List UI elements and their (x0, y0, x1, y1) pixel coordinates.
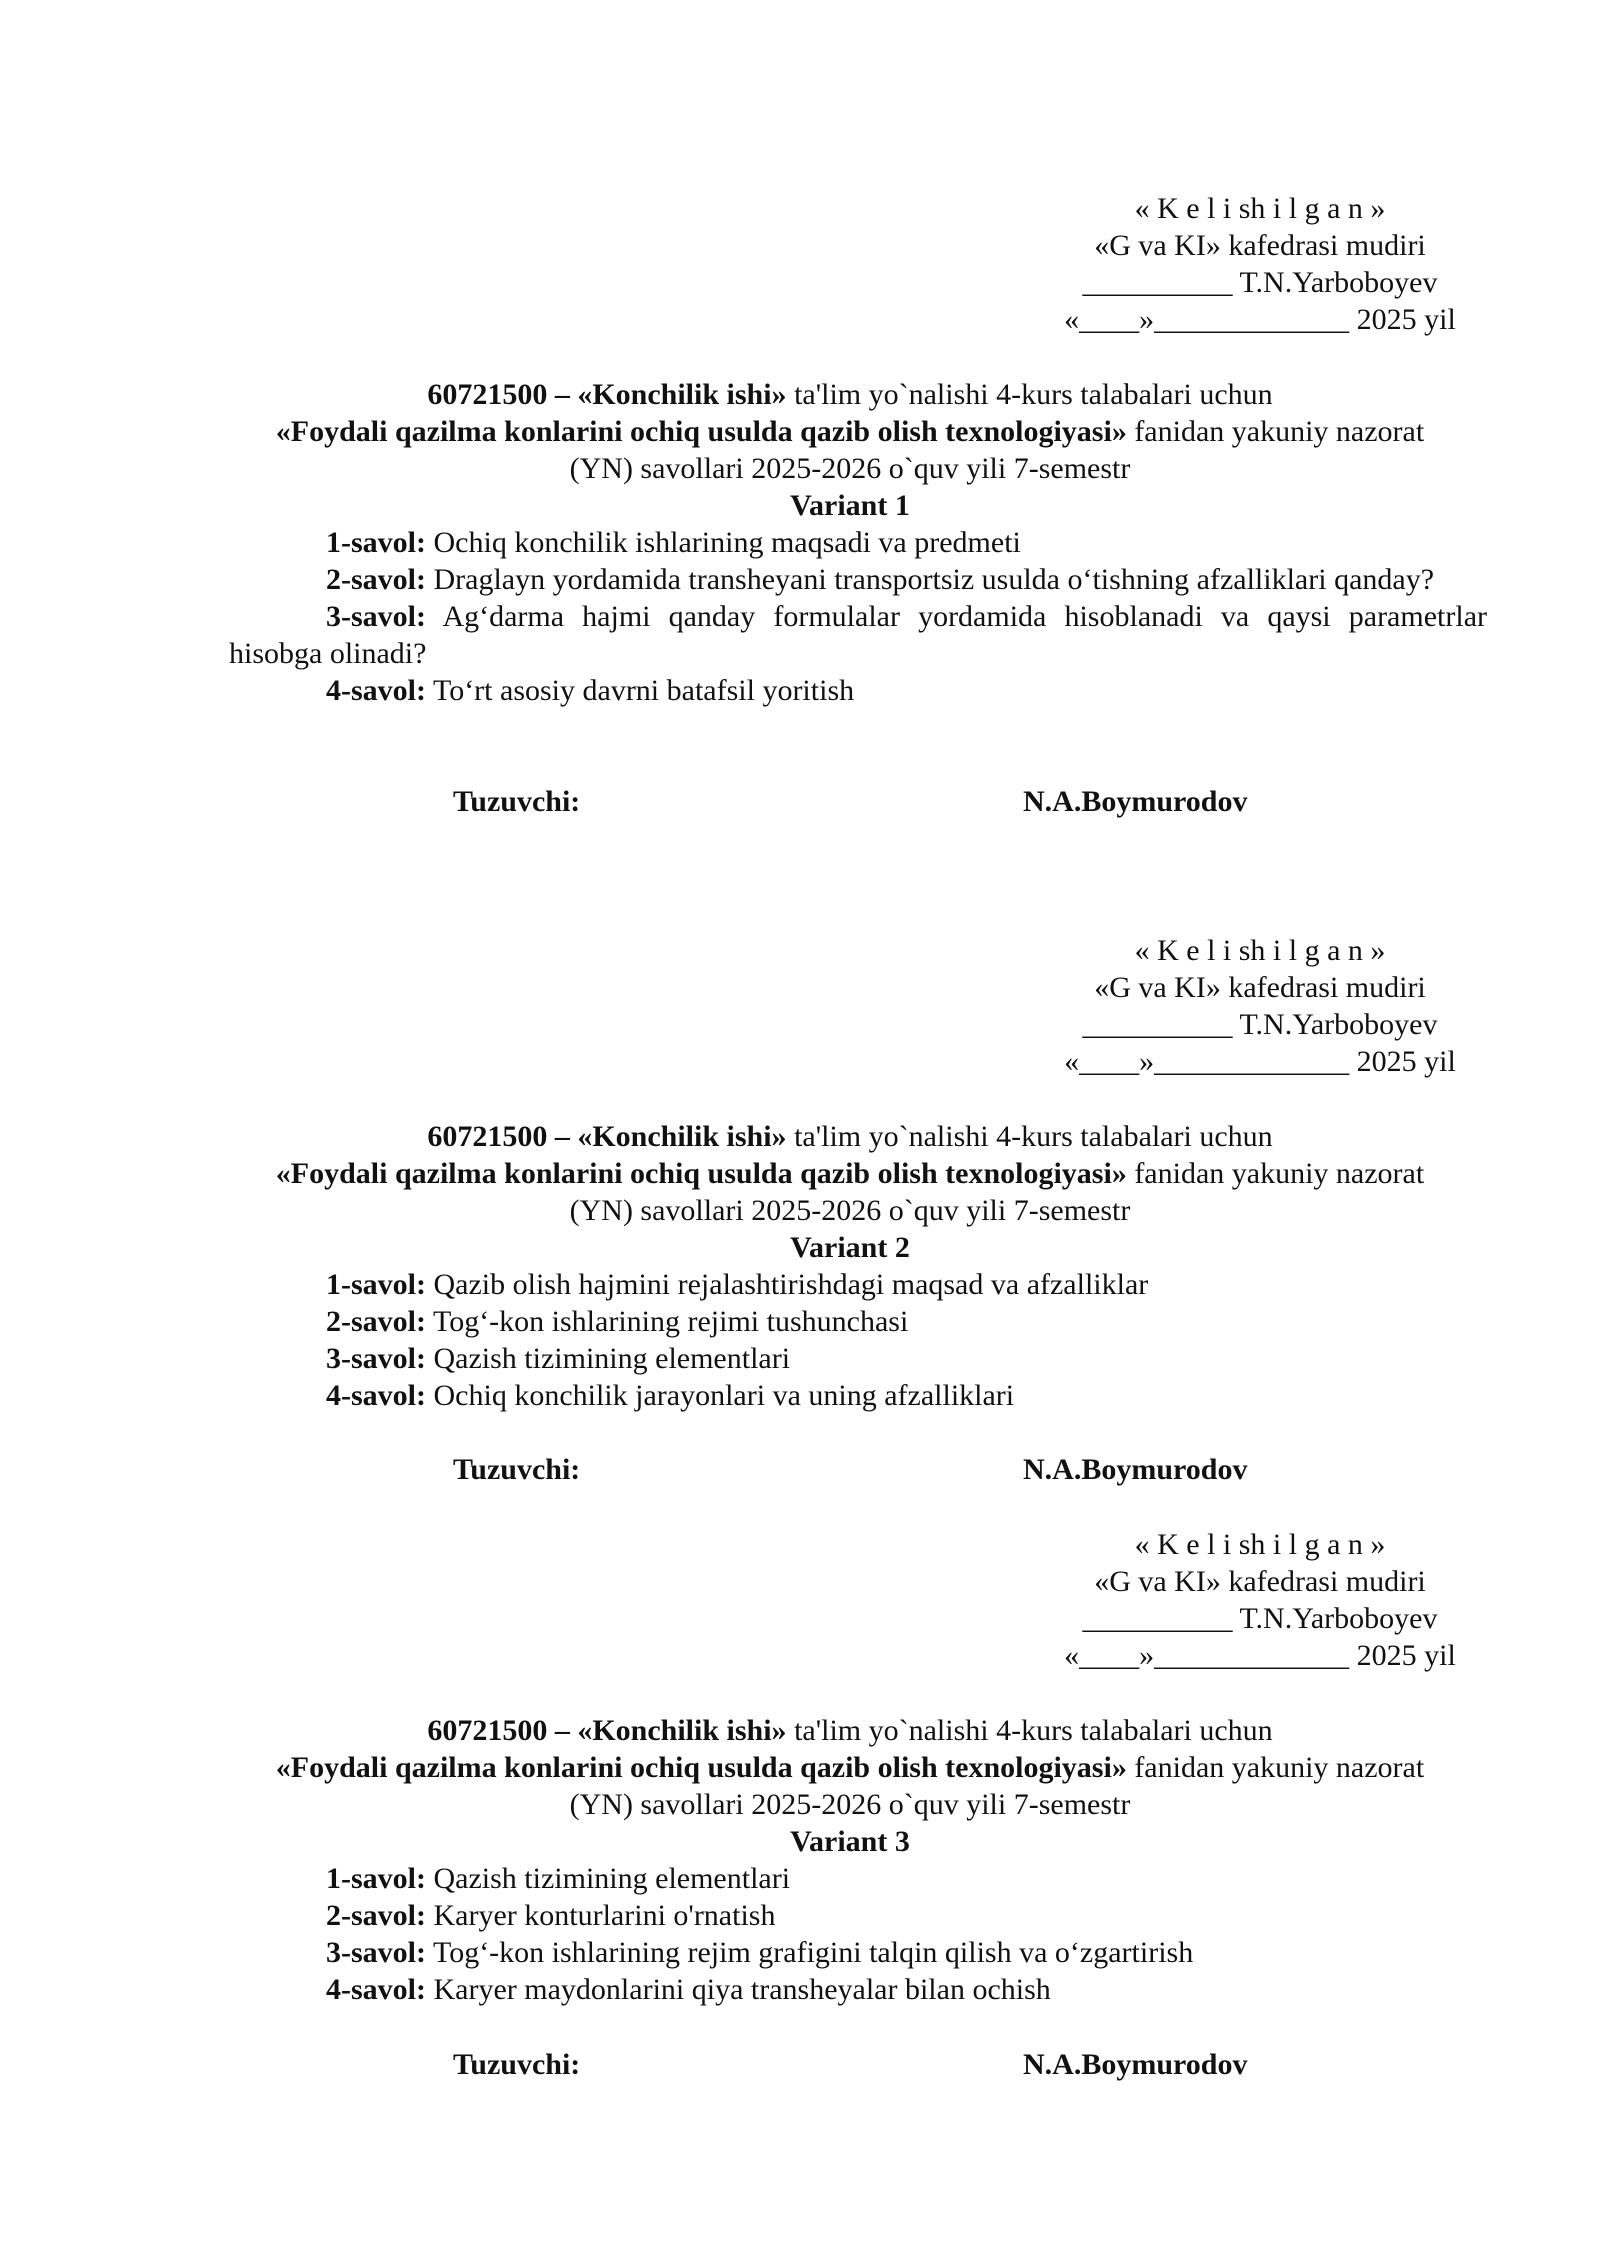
approval-date: «____»_____________ 2025 yil (1064, 303, 1456, 336)
question-text: Karyer maydonlarini qiya transheyalar bilan ochish (426, 1973, 1051, 2006)
question-text: Tog‘-kon ishlarining rejim grafigini talqin qilish va o‘zgartirish (426, 1936, 1194, 1969)
author-label: Tuzuvchi: (453, 785, 581, 818)
question-text: Qazish tizimining elementlari (426, 1342, 791, 1375)
question-text: Ochiq konchilik ishlarining maqsadi va predmeti (426, 526, 1021, 559)
heading-line-2 (200, 1155, 1500, 1192)
approval-title: « K e l i sh i l g a n » (1134, 934, 1386, 967)
question-label: 2-savol: (326, 563, 426, 596)
approval-signer: __________ T.N.Yarboboyev (1082, 266, 1438, 299)
heading-line-3: (YN) savollari 2025-2026 o`quv yili 7-semestr (569, 452, 1131, 485)
question-4 (229, 672, 1487, 709)
author-label: Tuzuvchi: (453, 2048, 581, 2081)
question-list (229, 524, 1487, 709)
question-text: Ag‘darma hajmi qanday formulalar yordamida hisoblanadi va qaysi parametrlar hisobga olinadi? (229, 600, 1487, 670)
question-3 (229, 1934, 1487, 1971)
question-list (229, 1266, 1487, 1414)
heading-line-3: (YN) savollari 2025-2026 o`quv yili 7-semestr (569, 1788, 1131, 1821)
question-label: 1-savol: (326, 526, 426, 559)
heading-line-1-rest: ta'lim yo`nalishi 4-kurs talabalari uchun (786, 378, 1273, 411)
question-3 (229, 598, 1487, 672)
question-text: Tog‘-kon ishlarining rejimi tushunchasi (426, 1305, 909, 1338)
heading-line-1-rest: ta'lim yo`nalishi 4-kurs talabalari uchun (786, 1714, 1273, 1747)
approval-dept-head: «G va KI» kafedrasi mudiri (1094, 229, 1426, 262)
question-label: 3-savol: (326, 1342, 426, 1375)
subject-name: «Foydali qazilma konlarini ochiq usulda qazib olish texnologiyasi» (275, 415, 1127, 448)
heading-line-2-rest: fanidan yakuniy nazorat (1126, 1751, 1425, 1784)
question-text: Qazish tizimining elementlari (426, 1862, 791, 1895)
question-label: 1-savol: (326, 1268, 426, 1301)
question-1 (229, 1860, 1487, 1897)
variant-title: Variant 2 (790, 1231, 910, 1264)
question-1 (229, 524, 1487, 561)
approval-title: « K e l i sh i l g a n » (1134, 192, 1386, 225)
heading-line-1 (200, 376, 1500, 413)
heading-line-2 (200, 413, 1500, 450)
heading-line-1-rest: ta'lim yo`nalishi 4-kurs talabalari uchun (786, 1120, 1273, 1153)
question-2 (229, 561, 1487, 598)
approval-dept-head: «G va KI» kafedrasi mudiri (1094, 1565, 1426, 1598)
question-text: Qazib olish hajmini rejalashtirishdagi maqsad va afzalliklar (426, 1268, 1149, 1301)
author-label: Tuzuvchi: (453, 1453, 581, 1486)
question-text: Karyer konturlarini o'rnatish (426, 1899, 776, 1932)
approval-dept-head: «G va KI» kafedrasi mudiri (1094, 971, 1426, 1004)
variant-title: Variant 1 (790, 489, 910, 522)
question-4 (229, 1971, 1487, 2008)
heading-line-2-rest: fanidan yakuniy nazorat (1126, 415, 1425, 448)
question-3 (229, 1340, 1487, 1377)
approval-block (1040, 932, 1480, 1080)
variant-title: Variant 3 (790, 1825, 910, 1858)
program-code: 60721500 – «Konchilik ishi» (427, 1714, 787, 1747)
question-label: 4-savol: (326, 674, 426, 707)
approval-date: «____»_____________ 2025 yil (1064, 1045, 1456, 1078)
question-text: Draglayn yordamida transheyani transportsiz usulda o‘tishning afzalliklari qanday? (426, 563, 1435, 596)
author-name: N.A.Boymurodov (1023, 2048, 1248, 2081)
subject-name: «Foydali qazilma konlarini ochiq usulda qazib olish texnologiyasi» (275, 1751, 1127, 1784)
author-name: N.A.Boymurodov (1023, 785, 1248, 818)
question-label: 2-savol: (326, 1305, 426, 1338)
question-label: 2-savol: (326, 1899, 426, 1932)
heading-line-1 (200, 1118, 1500, 1155)
question-text: To‘rt asosiy davrni batafsil yoritish (426, 674, 855, 707)
approval-block (1040, 1526, 1480, 1674)
question-label: 3-savol: (326, 600, 426, 633)
heading-line-3: (YN) savollari 2025-2026 o`quv yili 7-semestr (569, 1194, 1131, 1227)
heading-line-2 (200, 1749, 1500, 1786)
approval-signer: __________ T.N.Yarboboyev (1082, 1008, 1438, 1041)
approval-title: « K e l i sh i l g a n » (1134, 1528, 1386, 1561)
question-2 (229, 1303, 1487, 1340)
author-name: N.A.Boymurodov (1023, 1453, 1248, 1486)
approval-date: «____»_____________ 2025 yil (1064, 1639, 1456, 1672)
question-label: 4-savol: (326, 1973, 426, 2006)
heading-line-1 (200, 1712, 1500, 1749)
question-text: Ochiq konchilik jarayonlari va uning afzalliklari (426, 1379, 1015, 1412)
exam-heading (200, 376, 1500, 524)
heading-line-2-rest: fanidan yakuniy nazorat (1126, 1157, 1425, 1190)
program-code: 60721500 – «Konchilik ishi» (427, 378, 787, 411)
question-4 (229, 1377, 1487, 1414)
question-2 (229, 1897, 1487, 1934)
exam-heading (200, 1118, 1500, 1266)
approval-block (1040, 190, 1480, 338)
question-label: 3-savol: (326, 1936, 426, 1969)
program-code: 60721500 – «Konchilik ishi» (427, 1120, 787, 1153)
exam-heading (200, 1712, 1500, 1860)
subject-name: «Foydali qazilma konlarini ochiq usulda qazib olish texnologiyasi» (275, 1157, 1127, 1190)
question-label: 1-savol: (326, 1862, 426, 1895)
question-1 (229, 1266, 1487, 1303)
approval-signer: __________ T.N.Yarboboyev (1082, 1602, 1438, 1635)
question-list (229, 1860, 1487, 2008)
question-label: 4-savol: (326, 1379, 426, 1412)
